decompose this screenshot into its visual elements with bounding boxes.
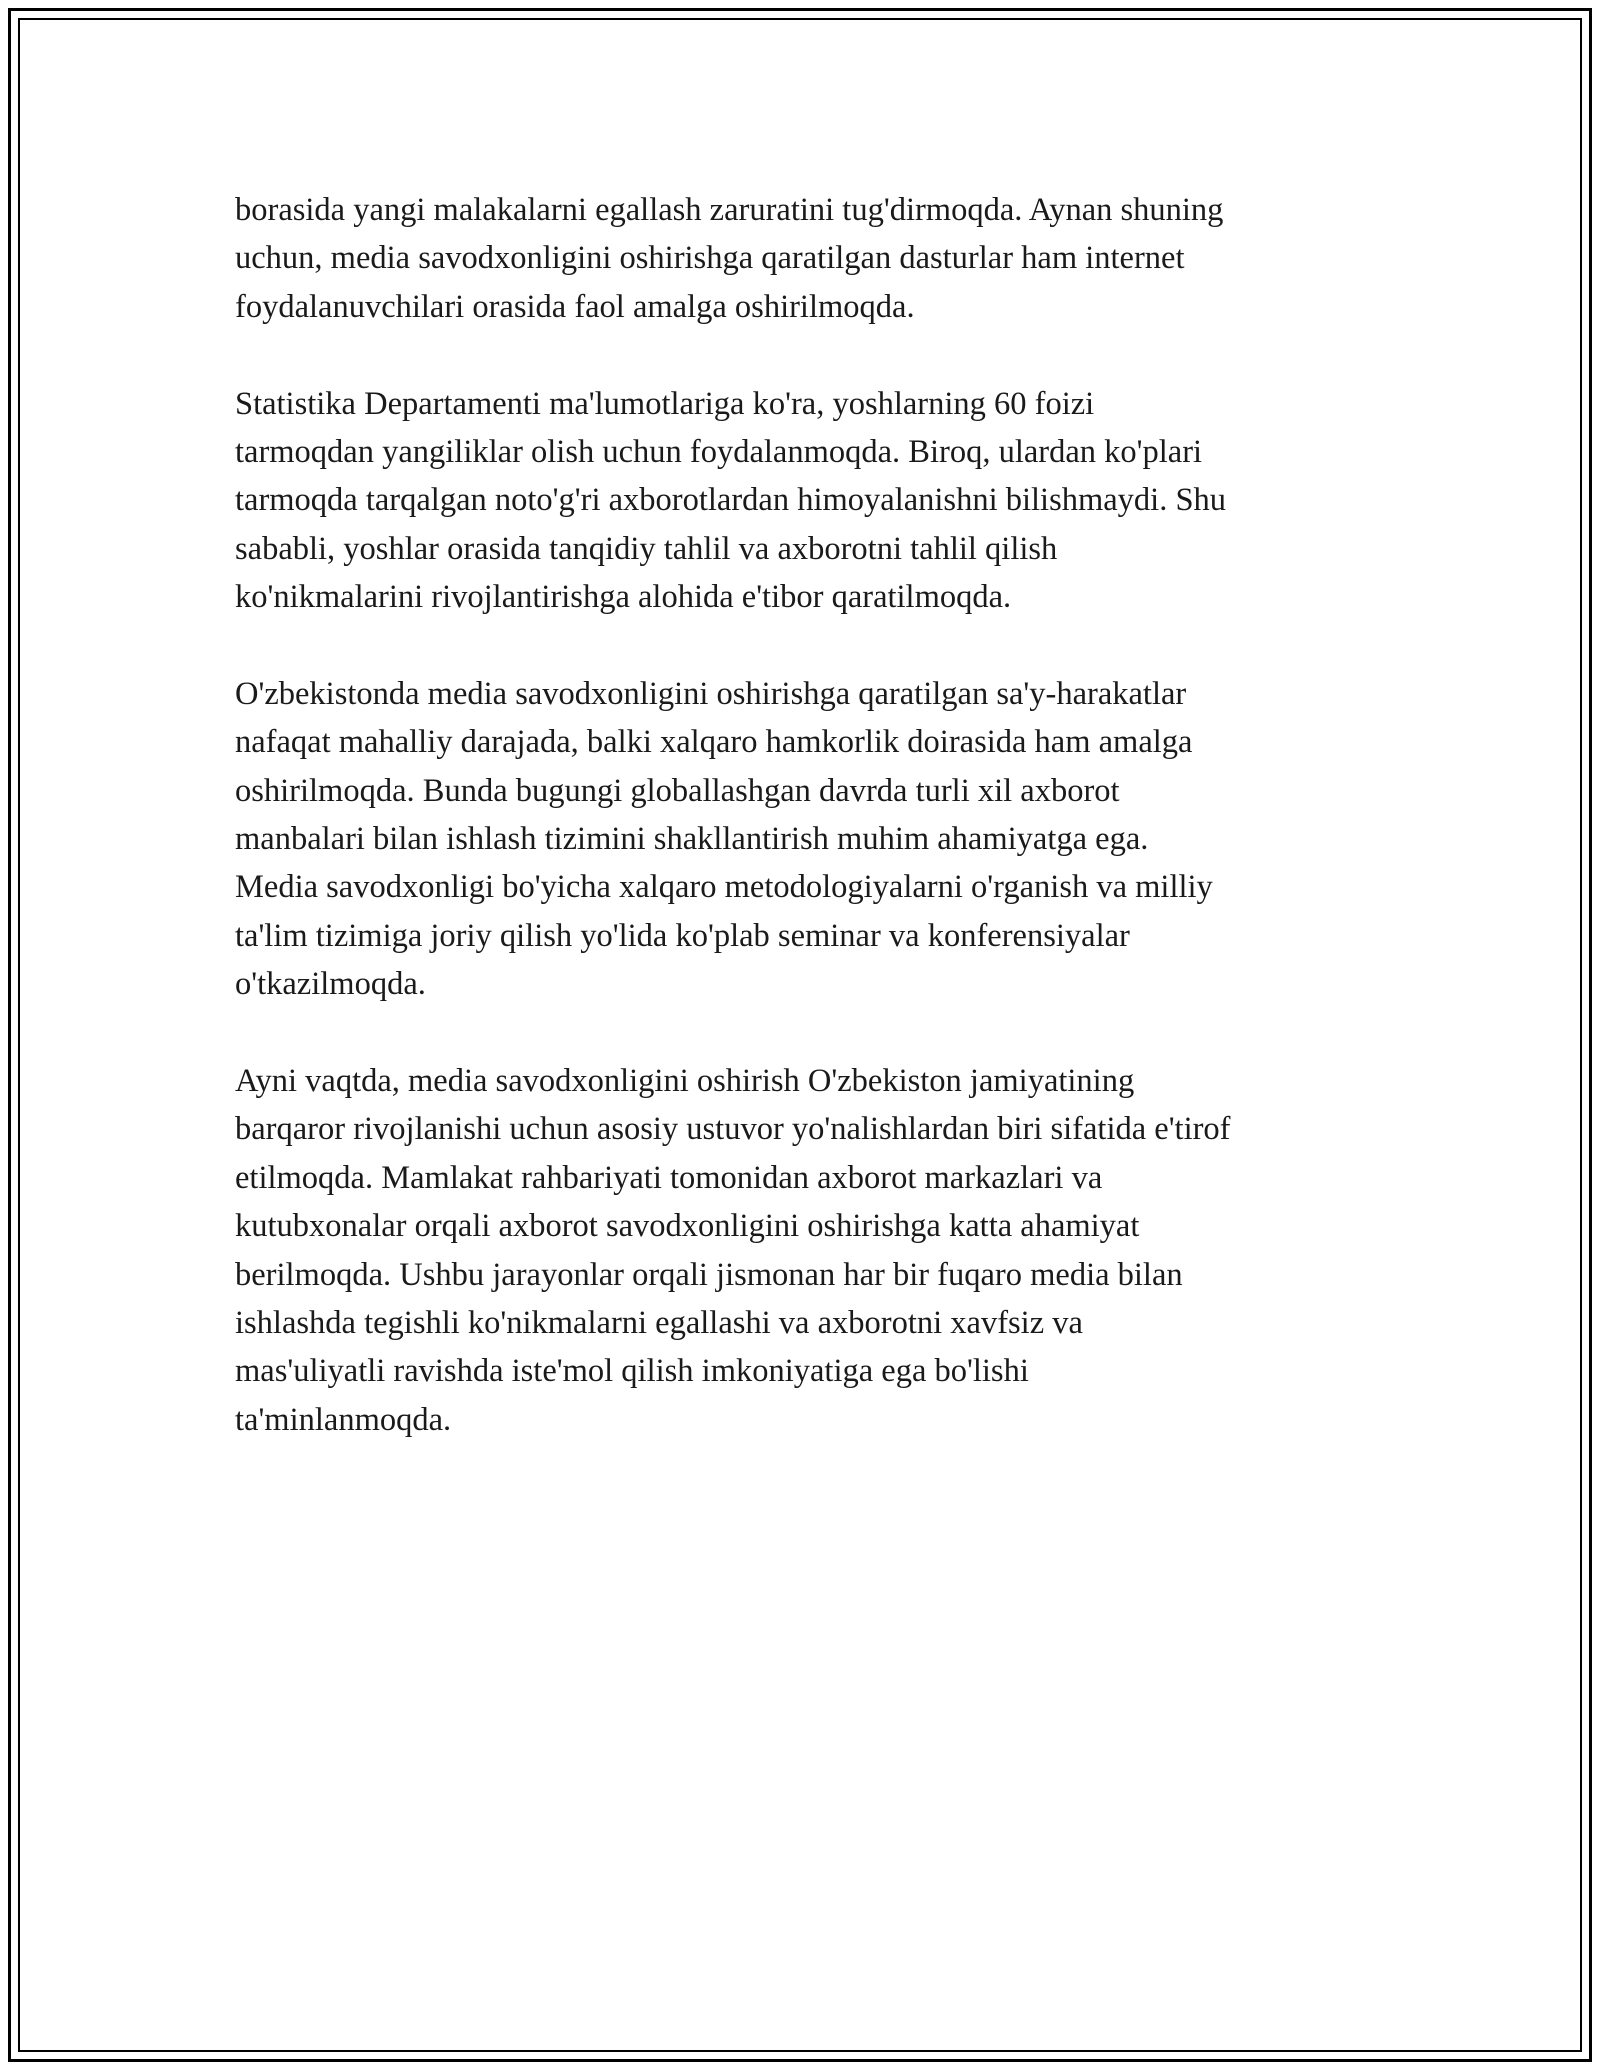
text-line: foydalanuvchilari orasida faol amalga oshirilmoqda. [235, 288, 915, 325]
text-line: sababli, yoshlar orasida tanqidiy tahlil va axborotni tahlil qilish [235, 530, 1058, 567]
text-line: Statistika Departamenti ma'lumotlariga ko'ra, yoshlarning 60 foizi [235, 385, 1095, 422]
text-line: tarmoqda tarqalgan noto'g'ri axborotlardan himoyalanishni bilishmaydi. Shu [235, 482, 1227, 519]
paragraph-2 [235, 380, 1365, 622]
text-line: uchun, media savodxonligini oshirishga qaratilgan dasturlar ham internet [235, 240, 1185, 277]
text-line: oshirilmoqda. Bunda bugungi globallashgan davrda turli xil axborot [235, 772, 1120, 809]
text-line: berilmoqda. Ushbu jarayonlar orqali jismonan har bir fuqaro media bilan [235, 1256, 1183, 1293]
text-line: O'zbekistonda media savodxonligini oshirishga qaratilgan sa'y-harakatlar [235, 675, 1187, 712]
paragraph-1 [235, 186, 1365, 331]
text-line: tarmoqdan yangiliklar olish uchun foydalanmoqda. Biroq, ulardan ko'plari [235, 433, 1203, 470]
text-line: kutubxonalar orqali axborot savodxonligini oshirishga katta ahamiyat [235, 1208, 1140, 1245]
text-line: ta'minlanmoqda. [235, 1401, 452, 1438]
text-line: Ayni vaqtda, media savodxonligini oshirish O'zbekiston jamiyatining [235, 1063, 1135, 1100]
text-line: ko'nikmalarini rivojlantirishga alohida e'tibor qaratilmoqda. [235, 579, 1012, 616]
text-line: Media savodxonligi bo'yicha xalqaro metodologiyalarni o'rganish va milliy [235, 869, 1213, 906]
text-line: mas'uliyatli ravishda iste'mol qilish imkoniyatiga ega bo'lishi [235, 1353, 1029, 1390]
text-line: etilmoqda. Mamlakat rahbariyati tomonidan axborot markazlari va [235, 1159, 1103, 1196]
text-line: o'tkazilmoqda. [235, 966, 426, 1003]
text-line: barqaror rivojlanishi uchun asosiy ustuvor yo'nalishlardan biri sifatida e'tirof [235, 1111, 1231, 1148]
text-line: ta'lim tizimiga joriy qilish yo'lida ko'plab seminar va konferensiyalar [235, 917, 1130, 954]
text-line: nafaqat mahalliy darajada, balki xalqaro hamkorlik doirasida ham amalga [235, 724, 1193, 761]
paragraph-4 [235, 1057, 1365, 1444]
document-body [235, 186, 1365, 1493]
text-line: borasida yangi malakalarni egallash zaruratini tug'dirmoqda. Aynan shuning [235, 192, 1224, 228]
text-line: manbalari bilan ishlash tizimini shakllantirish muhim ahamiyatga ega. [235, 821, 1149, 858]
paragraph-3 [235, 670, 1365, 1009]
text-line: ishlashda tegishli ko'nikmalarni egallashi va axborotni xavfsiz va [235, 1304, 1083, 1341]
